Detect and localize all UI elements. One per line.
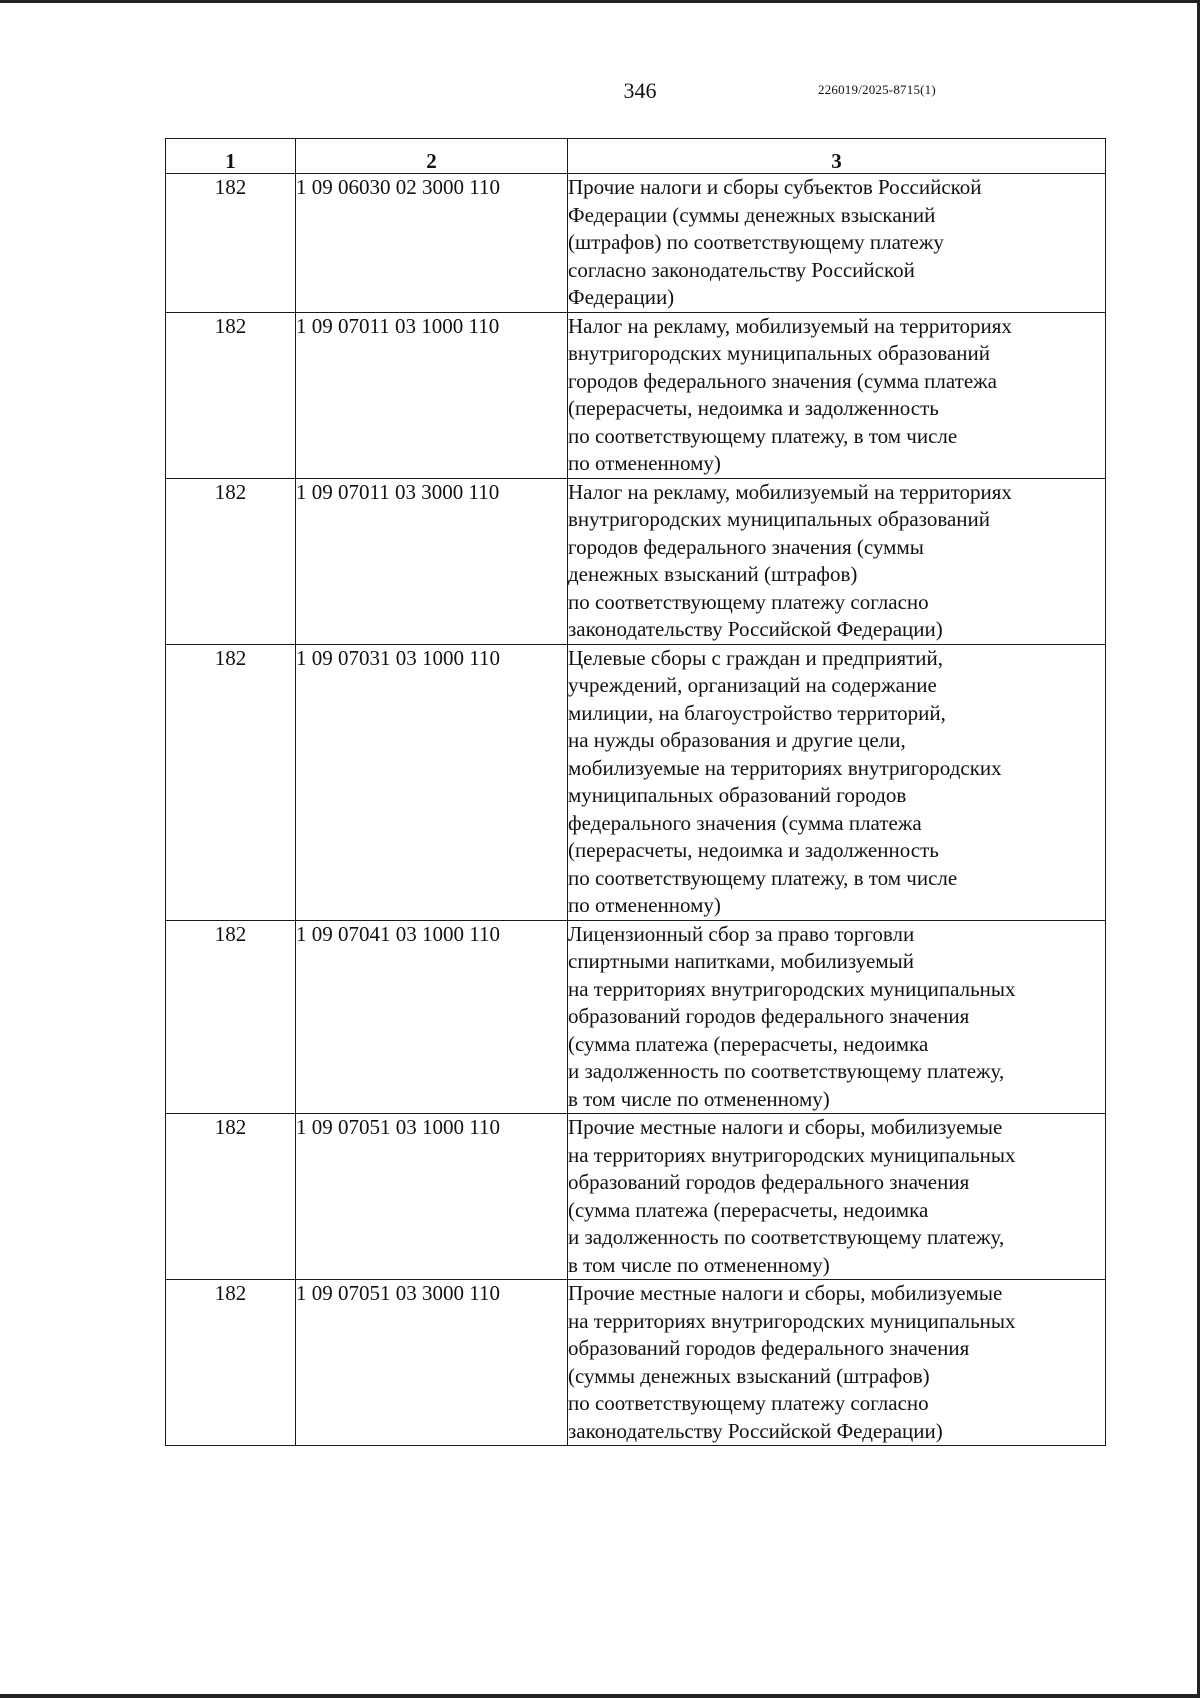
description-line: (сумма платежа (перерасчеты, недоимка — [568, 1031, 929, 1056]
table-row — [166, 920, 1106, 1114]
description-line: (перерасчеты, недоимка и задолженность — [568, 838, 939, 862]
description-line: законодательству Российской Федерации) — [568, 617, 943, 641]
description-line: внутригородских муниципальных образований — [568, 341, 990, 365]
description-line: согласно законодательству Российской — [568, 257, 915, 282]
budget-codes-table — [165, 138, 1106, 1446]
description-line: и задолженность по соответствующему платежу, — [568, 1059, 1005, 1083]
admin-code-cell: 182 — [166, 478, 296, 644]
description-line: Прочие местные налоги и сборы, мобилизуемые — [568, 1281, 1003, 1305]
description-line: по соответствующему платежу согласно — [568, 589, 929, 614]
scan-border-top — [0, 0, 1200, 3]
table-header-row — [166, 139, 1106, 174]
description-line: на нужды образования и другие цели, — [568, 728, 906, 752]
document-reference: 226019/2025-8715(1) — [818, 82, 936, 97]
description-line: Целевые сборы с граждан и предприятий, — [568, 645, 944, 670]
description-line: в том числе по отмененному) — [568, 1086, 830, 1111]
description-line: Федерации) — [568, 285, 675, 309]
description-line: в том числе по отмененному) — [568, 1252, 830, 1277]
description-line: мобилизуемые на территориях внутригородских — [568, 755, 1002, 780]
admin-code-cell: 182 — [166, 174, 296, 313]
budget-code-cell: 1 09 07031 03 1000 110 — [296, 644, 568, 920]
table-row — [166, 312, 1106, 478]
description-cell — [568, 312, 1106, 478]
description-line: законодательству Российской Федерации) — [568, 1418, 943, 1443]
description-cell — [568, 174, 1106, 313]
table-row — [166, 1114, 1106, 1280]
table-row — [166, 174, 1106, 313]
description-line: образований городов федерального значения — [568, 1004, 970, 1028]
description-cell — [568, 920, 1106, 1114]
description-line: (сумма платежа (перерасчеты, недоимка — [568, 1197, 929, 1222]
description-line: Прочие местные налоги и сборы, мобилизуемые — [568, 1115, 1003, 1139]
description-line: по соответствующему платежу согласно — [568, 1391, 929, 1415]
description-line: образований городов федерального значения — [568, 1170, 970, 1194]
admin-code-cell: 182 — [166, 312, 296, 478]
description-line: (перерасчеты, недоимка и задолженность — [568, 396, 939, 420]
description-line: по отмененному) — [568, 893, 721, 917]
budget-code-cell: 1 09 07051 03 3000 110 — [296, 1280, 568, 1446]
description-line: федерального значения (сумма платежа — [568, 810, 922, 835]
description-line: городов федерального значения (сумма платежа — [568, 368, 998, 393]
budget-code-cell: 1 09 07041 03 1000 110 — [296, 920, 568, 1114]
description-cell — [568, 1114, 1106, 1280]
column-header-1: 1 — [166, 139, 296, 174]
table-row — [166, 644, 1106, 920]
admin-code-cell: 182 — [166, 920, 296, 1114]
description-line: милиции, на благоустройство территорий, — [568, 700, 946, 725]
description-line: на территориях внутригородских муниципальных — [568, 1308, 1016, 1333]
description-cell — [568, 1280, 1106, 1446]
description-line: по соответствующему платежу, в том числе — [568, 423, 958, 448]
description-line: на территориях внутригородских муниципальных — [568, 976, 1016, 1001]
description-line: Лицензионный сбор за право торговли — [568, 921, 915, 946]
description-line: (штрафов) по соответствующему платежу — [568, 230, 944, 254]
page-number: 346 — [623, 78, 657, 103]
column-header-2: 2 — [296, 139, 568, 174]
description-line: по отмененному) — [568, 451, 721, 475]
admin-code-cell: 182 — [166, 1114, 296, 1280]
table-row — [166, 478, 1106, 644]
description-cell — [568, 644, 1106, 920]
description-line: и задолженность по соответствующему платежу, — [568, 1225, 1005, 1249]
description-line: муниципальных образований городов — [568, 783, 907, 807]
description-cell — [568, 478, 1106, 644]
admin-code-cell: 182 — [166, 1280, 296, 1446]
description-line: Прочие налоги и сборы субъектов Российской — [568, 175, 982, 199]
description-line: внутригородских муниципальных образований — [568, 507, 990, 531]
column-header-3: 3 — [568, 139, 1106, 174]
admin-code-cell: 182 — [166, 644, 296, 920]
budget-code-cell: 1 09 06030 02 3000 110 — [296, 174, 568, 313]
description-line: по соответствующему платежу, в том числе — [568, 865, 958, 890]
description-line: образований городов федерального значения — [568, 1336, 970, 1360]
table-row — [166, 1280, 1106, 1446]
description-line: городов федерального значения (суммы — [568, 534, 924, 559]
description-line: спиртными напитками, мобилизуемый — [568, 949, 914, 973]
description-line: учреждений, организаций на содержание — [568, 673, 937, 697]
description-line: Федерации (суммы денежных взысканий — [568, 202, 936, 227]
scan-border-bottom — [0, 1694, 1200, 1698]
description-line: на территориях внутригородских муниципальных — [568, 1142, 1016, 1167]
description-line: Налог на рекламу, мобилизуемый на территориях — [568, 479, 1012, 504]
description-line: денежных взысканий (штрафов) — [568, 562, 858, 586]
description-line: (суммы денежных взысканий (штрафов) — [568, 1363, 930, 1388]
budget-code-cell: 1 09 07051 03 1000 110 — [296, 1114, 568, 1280]
budget-code-cell: 1 09 07011 03 3000 110 — [296, 478, 568, 644]
budget-code-cell: 1 09 07011 03 1000 110 — [296, 312, 568, 478]
description-line: Налог на рекламу, мобилизуемый на территориях — [568, 313, 1012, 338]
